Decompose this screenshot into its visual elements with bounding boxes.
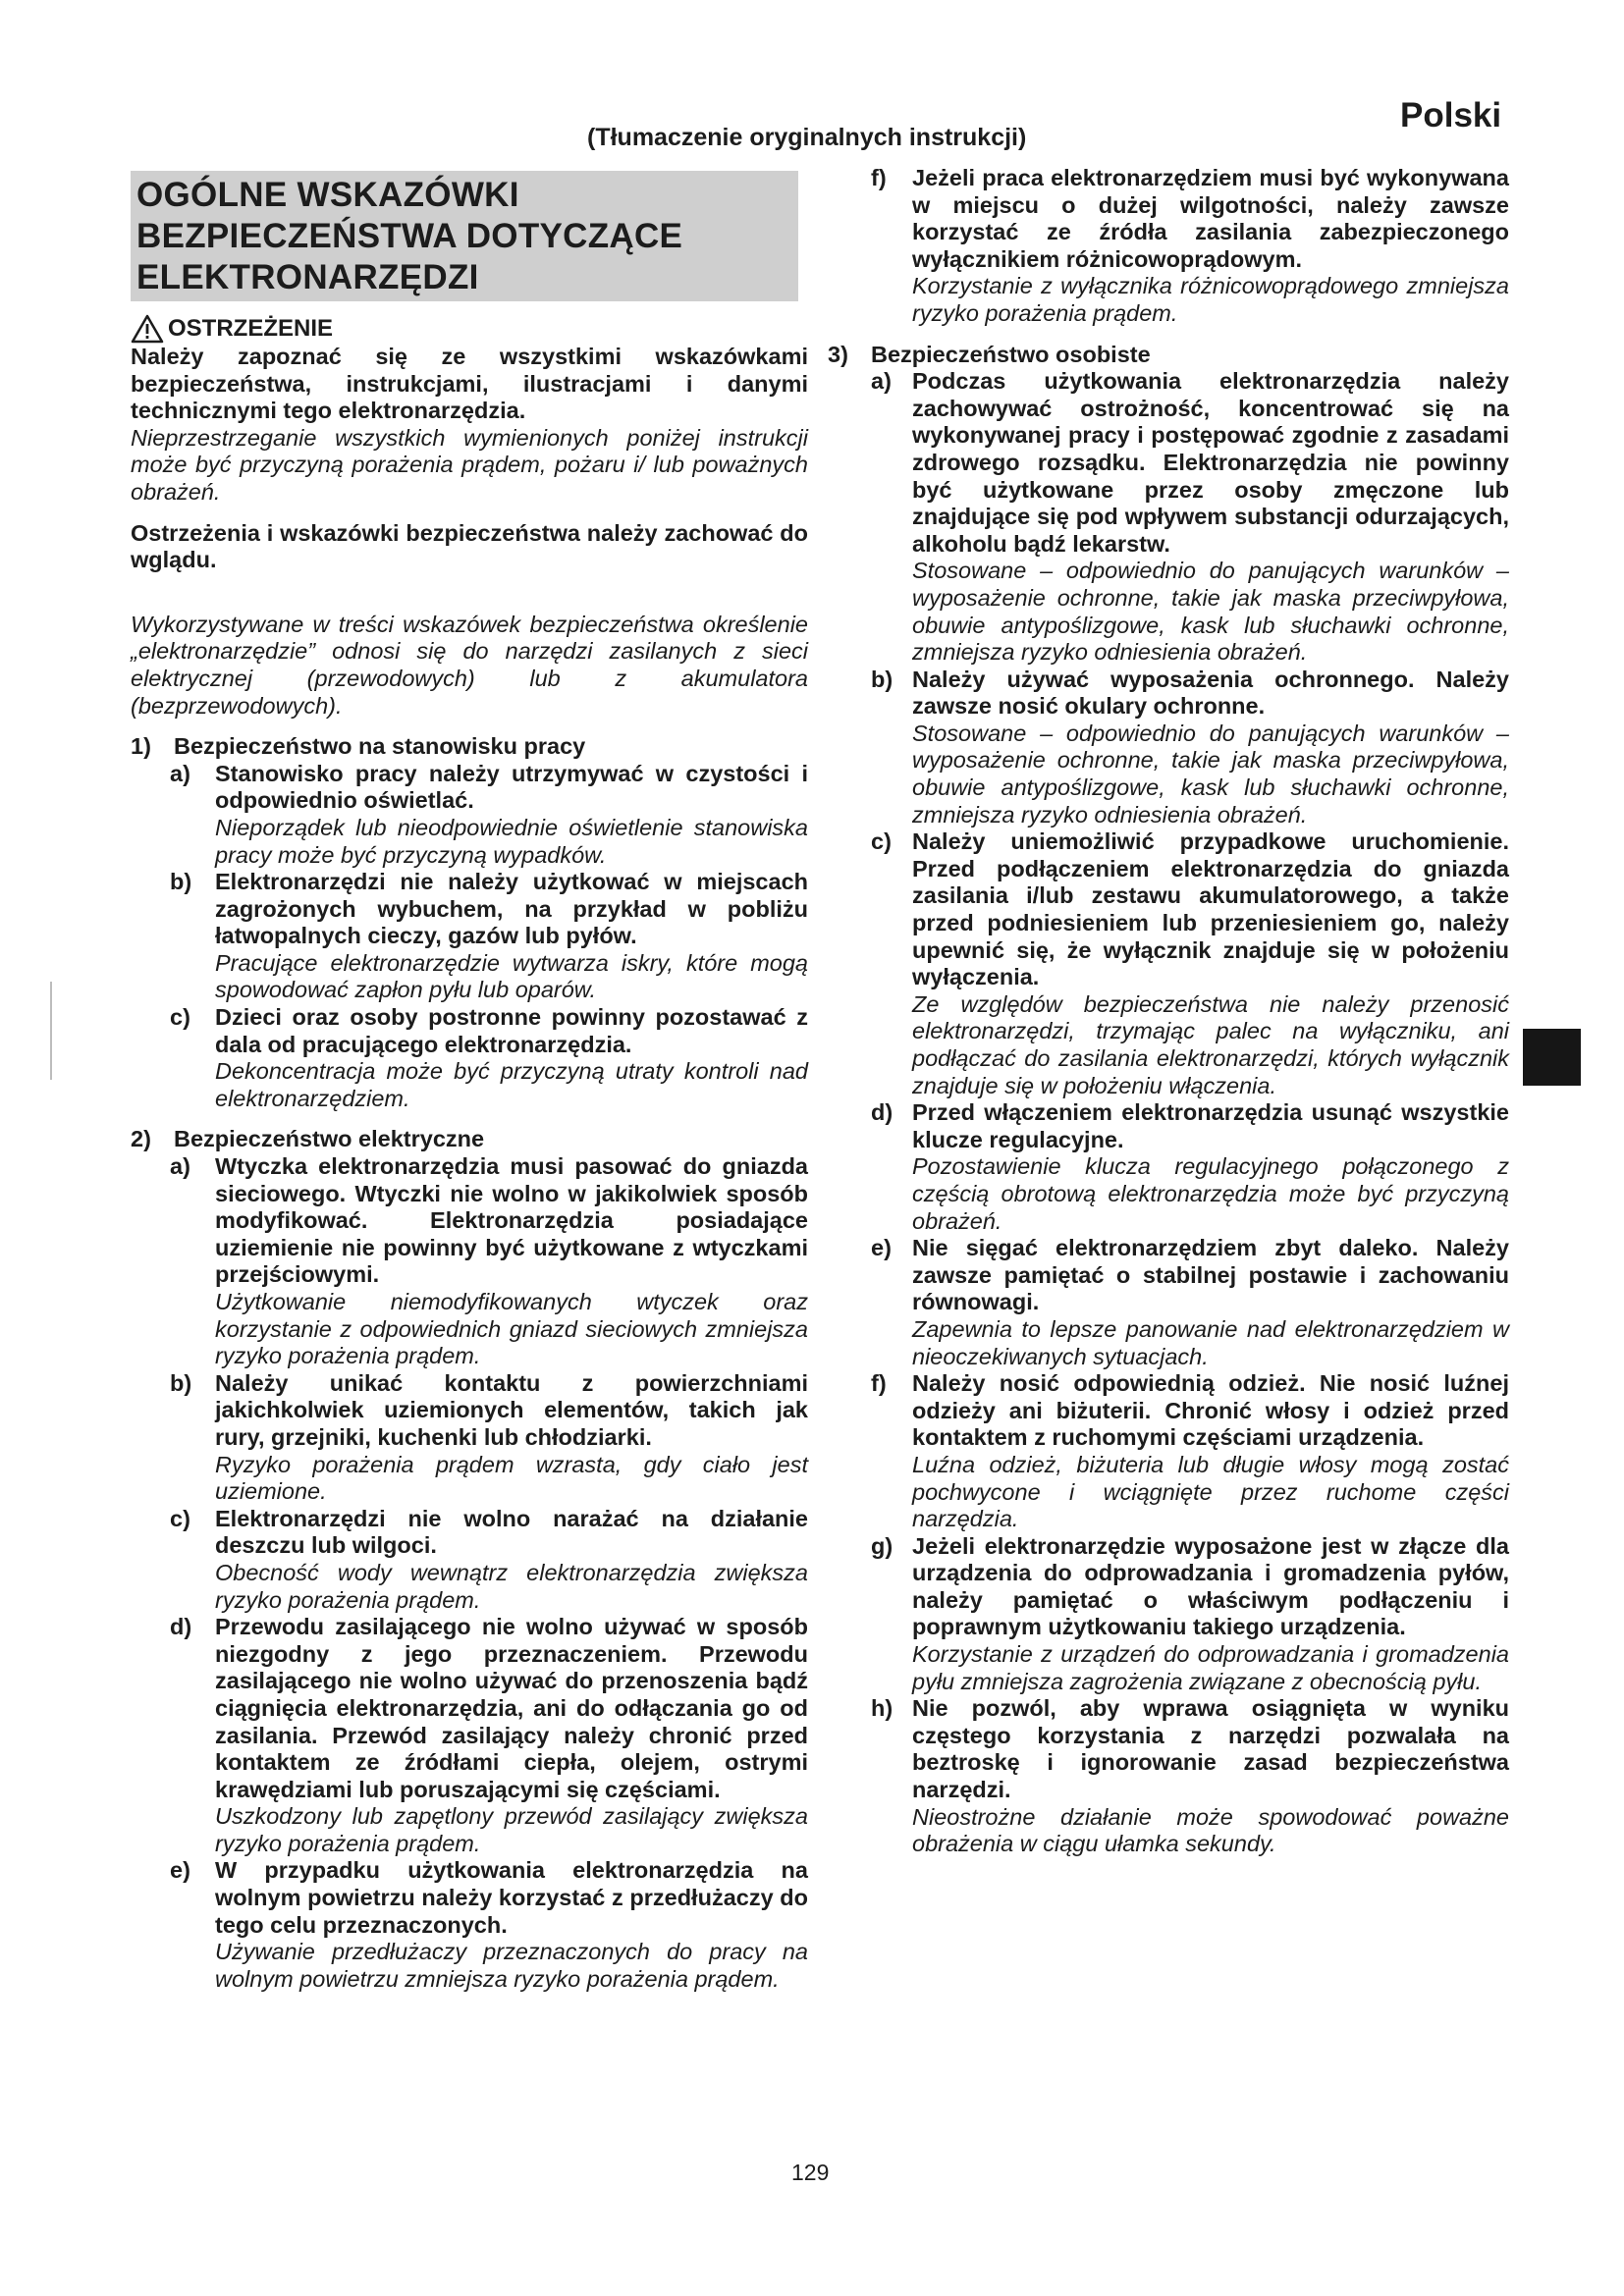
item-letter: b) xyxy=(170,869,192,895)
title-line-2: BEZPIECZEŃSTWA DOTYCZĄCE xyxy=(136,217,683,255)
title-line-1: OGÓLNE WSKAZÓWKI xyxy=(136,176,519,214)
item-bold-text: Nie pozwól, aby wprawa osiągnięta w wyniku częstego korzystania z narzędzi pozwalała na beztroskę i ignorowanie zasad bezpieczeństwa narzędzi. xyxy=(912,1695,1509,1803)
item-letter: f) xyxy=(871,1370,887,1397)
item-italic-text: Stosowane – odpowiednio do panujących warunków – wyposażenie ochronne, takie jak maska przeciwpyłowa, obuwie antypoślizgowe, kask lub słuchawki ochronne, zmniejsza ryzyko odniesienia obrażeń. xyxy=(912,558,1509,666)
list-item xyxy=(131,1153,808,1370)
item-italic-text: Dekoncentracja może być przyczyną utraty kontroli nad elektronarzędziem. xyxy=(215,1058,808,1111)
item-bold-text: Należy używać wyposażenia ochronnego. Należy zawsze nosić okulary ochronne. xyxy=(912,666,1509,720)
item-italic-text: Korzystanie z wyłącznika różnicowoprądowego zmniejsza ryzyko porażenia prądem. xyxy=(912,273,1509,326)
section-title: Bezpieczeństwo na stanowisku pracy xyxy=(174,733,586,760)
item-bold-text: Jeżeli elektronarzędzie wyposażone jest w złącze dla urządzenia do odprowadzania i gromadzenia pyłów, należy pamiętać o właściwym podłączeniu i poprawnym użytkowaniu takiego urządzenia. xyxy=(912,1532,1509,1640)
section-title-box xyxy=(131,171,798,301)
item-letter: b) xyxy=(871,666,893,692)
section-title: Bezpieczeństwo osobiste xyxy=(871,341,1151,367)
item-letter: h) xyxy=(871,1695,893,1722)
list-item xyxy=(871,667,1509,829)
item-bold-text: Stanowisko pracy należy utrzymywać w czystości i odpowiednio oświetlać. xyxy=(215,760,808,814)
list-item xyxy=(871,368,1509,667)
item-italic-text: Nieostrożne działanie może spowodować poważne obrażenia w ciągu ułamka sekundy. xyxy=(912,1803,1509,1857)
item-letter: b) xyxy=(170,1369,192,1396)
item-italic-text: Korzystanie z urządzeń do odprowadzania i gromadzenia pyłu zmniejsza zagrożenia związane z obecnością pyłu. xyxy=(912,1641,1509,1694)
list-item xyxy=(131,869,808,1004)
list-item xyxy=(131,761,808,869)
item-letter: c) xyxy=(170,1004,190,1031)
item-bold-text: Dzieci oraz osoby postronne powinny pozostawać z dala od pracującego elektronarzędzia. xyxy=(215,1004,808,1057)
keep-instructions-text: Ostrzeżenia i wskazówki bezpieczeństwa należy zachować do wglądu. xyxy=(131,519,808,573)
item-letter: d) xyxy=(170,1614,192,1640)
list-item xyxy=(871,1235,1509,1370)
item-bold-text: Nie sięgać elektronarzędziem zbyt daleko. Należy zawsze pamiętać o stabilnej postawie i zachowaniu równowagi. xyxy=(912,1235,1509,1315)
list-item xyxy=(131,1857,808,1993)
item-bold-text: Przewodu zasilającego nie wolno używać w sposób niezgodny z jego przeznaczeniem. Przewodu zasilającego nie wolno używać do przenoszenia bądź ciągnięcia elektronarzędzia, ani do odłączania go od zasilania. Przewód zasilający należy chronić przed kontaktem ze źródłami ciepła, olejem, ostrymi krawędziami lub poruszającymi się częściami. xyxy=(215,1614,808,1802)
item-letter: e) xyxy=(871,1235,892,1261)
item-letter: a) xyxy=(170,1153,190,1180)
item-bold-text: Należy unikać kontaktu z powierzchniami jakichkolwiek uziemionych elementów, takich jak rury, grzejniki, kuchenki lub chłodziarki. xyxy=(215,1369,808,1450)
item-italic-text: Nieporządek lub nieodpowiednie oświetlenie stanowiska pracy może być przyczyną wypadków. xyxy=(215,814,808,868)
item-italic-text: Obecność wody wewnątrz elektronarzędzia zwiększa ryzyko porażenia prądem. xyxy=(215,1559,808,1613)
item-italic-text: Zapewnia to lepsze panowanie nad elektronarzędziem w nieoczekiwanych sytuacjach. xyxy=(912,1315,1509,1369)
item-italic-text: Użytkowanie niemodyfikowanych wtyczek oraz korzystanie z odpowiednich gniazd sieciowych zmniejsza ryzyko porażenia prądem. xyxy=(215,1289,808,1369)
item-bold-text: Należy nosić odpowiednią odzież. Nie nosić luźnej odzieży ani biżuterii. Chronić włosy i odzież przed kontaktem z ruchomymi częściami urządzenia. xyxy=(912,1370,1509,1451)
item-letter: d) xyxy=(871,1099,893,1126)
list-item xyxy=(871,1533,1509,1696)
left-column xyxy=(131,314,808,1993)
section-heading xyxy=(828,341,1509,369)
warning-heading xyxy=(131,314,808,344)
section-number: 2) xyxy=(131,1126,151,1152)
item-bold-text: Przed włączeniem elektronarzędzia usunąć wszystkie klucze regulacyjne. xyxy=(912,1099,1509,1152)
page-number: 129 xyxy=(791,2160,830,2185)
item-letter: a) xyxy=(871,368,892,395)
title-line-3: ELEKTRONARZĘDZI xyxy=(136,258,479,296)
definition-text: Wykorzystywane w treści wskazówek bezpieczeństwa określenie „elektronarzędzie” odnosi się do narzędzi zasilanych z sieci elektrycznej (przewodowych) lub z akumulatora (bezprzewodowych). xyxy=(131,611,808,719)
item-italic-text: Ryzyko porażenia prądem wzrasta, gdy ciało jest uziemione. xyxy=(215,1451,808,1505)
warning-triangle-icon xyxy=(131,314,164,344)
warning-bold-text: Należy zapoznać się ze wszystkimi wskazówkami bezpieczeństwa, instrukcjami, ilustracjami i danymi technicznymi tego elektronarzędzia. xyxy=(131,344,808,424)
language-label: Polski xyxy=(1400,96,1502,134)
item-letter: g) xyxy=(871,1532,893,1559)
item-letter: f) xyxy=(871,165,887,190)
section-title: Bezpieczeństwo elektryczne xyxy=(174,1126,485,1152)
list-item xyxy=(871,1695,1509,1858)
item-italic-text: Używanie przedłużaczy przeznaczonych do pracy na wolnym powietrzu zmniejsza ryzyko porażenia prądem. xyxy=(215,1939,808,1992)
item-italic-text: Pozostawienie klucza regulacyjnego połączonego z częścią obrotową elektronarzędzia może być przyczyną obrażeń. xyxy=(912,1153,1509,1234)
item-italic-text: Stosowane – odpowiednio do panujących warunków – wyposażenie ochronne, takie jak maska przeciwpyłowa, obuwie antypoślizgowe, kask lub słuchawki ochronne, zmniejsza ryzyko odniesienia obrażeń. xyxy=(912,720,1509,828)
list-item xyxy=(131,1370,808,1506)
item-bold-text: Elektronarzędzi nie wolno narażać na działanie deszczu lub wilgoci. xyxy=(215,1505,808,1559)
item-bold-text: W przypadku użytkowania elektronarzędzia na wolnym powietrzu należy korzystać z przedłużaczy do tego celu przeznaczonych. xyxy=(215,1857,808,1938)
item-bold-text: Elektronarzędzi nie należy użytkować w miejscach zagrożonych wybuchem, na przykład w pobliżu łatwopalnych cieczy, gazów lub pyłów. xyxy=(215,869,808,949)
section-number: 1) xyxy=(131,733,151,760)
right-column xyxy=(828,165,1509,1858)
list-item xyxy=(131,1506,808,1614)
item-bold-text: Należy uniemożliwić przypadkowe uruchomienie. Przed podłączeniem elektronarzędzia do gniazda zasilania i/lub zestawu akumulatorowego, a także przed podniesieniem lub przeniesieniem go, należy upewnić się, że wyłącznik znajduje się w położeniu wyłączenia. xyxy=(912,828,1509,990)
item-italic-text: Luźna odzież, biżuteria lub długie włosy mogą zostać pochwycone i wciągnięte przez ruchome części narzędzia. xyxy=(912,1451,1509,1532)
margin-divider xyxy=(50,982,52,1080)
warning-italic-text: Nieprzestrzeganie wszystkich wymienionych poniżej instrukcji może być przyczyną porażenia prądem, pożaru i/ lub poważnych obrażeń. xyxy=(131,424,808,505)
section-number: 3) xyxy=(828,341,848,367)
list-item xyxy=(871,165,1509,328)
section-heading xyxy=(131,733,808,761)
item-letter: c) xyxy=(170,1505,190,1531)
section-heading xyxy=(131,1126,808,1153)
item-italic-text: Pracujące elektronarzędzie wytwarza iskry, które mogą spowodować zapłon pyłu lub oparów. xyxy=(215,949,808,1003)
item-italic-text: Uszkodzony lub zapętlony przewód zasilający zwiększa ryzyko porażenia prądem. xyxy=(215,1803,808,1856)
list-item xyxy=(871,1099,1509,1235)
item-bold-text: Jeżeli praca elektronarzędziem musi być wykonywana w miejscu o dużej wilgotności, należy zawsze korzystać ze źródła zasilania zabezpieczonego wyłącznikiem różnicowoprądowym. xyxy=(912,165,1509,272)
list-item xyxy=(871,1370,1509,1533)
item-letter: a) xyxy=(170,760,190,786)
item-letter: e) xyxy=(170,1857,190,1884)
warning-label: OSTRZEŻENIE xyxy=(168,315,334,343)
list-item xyxy=(131,1004,808,1112)
chapter-tab-marker xyxy=(1523,1029,1581,1086)
translation-note: (Tłumaczenie oryginalnych instrukcji) xyxy=(587,124,1027,151)
item-letter: c) xyxy=(871,828,892,855)
item-italic-text: Ze względów bezpieczeństwa nie należy przenosić elektronarzędzi, trzymając palec na wyłączniku, ani podłączać do zasilania elektronarzędzi, których wyłącznik znajduje się w położeniu włączenia. xyxy=(912,990,1509,1098)
list-item xyxy=(871,828,1509,1099)
item-bold-text: Podczas użytkowania elektronarzędzia należy zachowywać ostrożność, koncentrować się na wykonywanej pracy i postępować zgodnie z zasadami zdrowego rozsądku. Elektronarzędzia nie powinny być użytkowane przez osoby zmęczone lub znajdujące się pod wpływem substancji odurzających, alkoholu bądź lekarstw. xyxy=(912,368,1509,557)
list-item xyxy=(131,1614,808,1857)
item-bold-text: Wtyczka elektronarzędzia musi pasować do gniazda sieciowego. Wtyczki nie wolno w jakikolwiek sposób modyfikować. Elektronarzędzia posiadające uziemienie nie powinny być użytkowane z wtyczkami przejściowymi. xyxy=(215,1153,808,1288)
